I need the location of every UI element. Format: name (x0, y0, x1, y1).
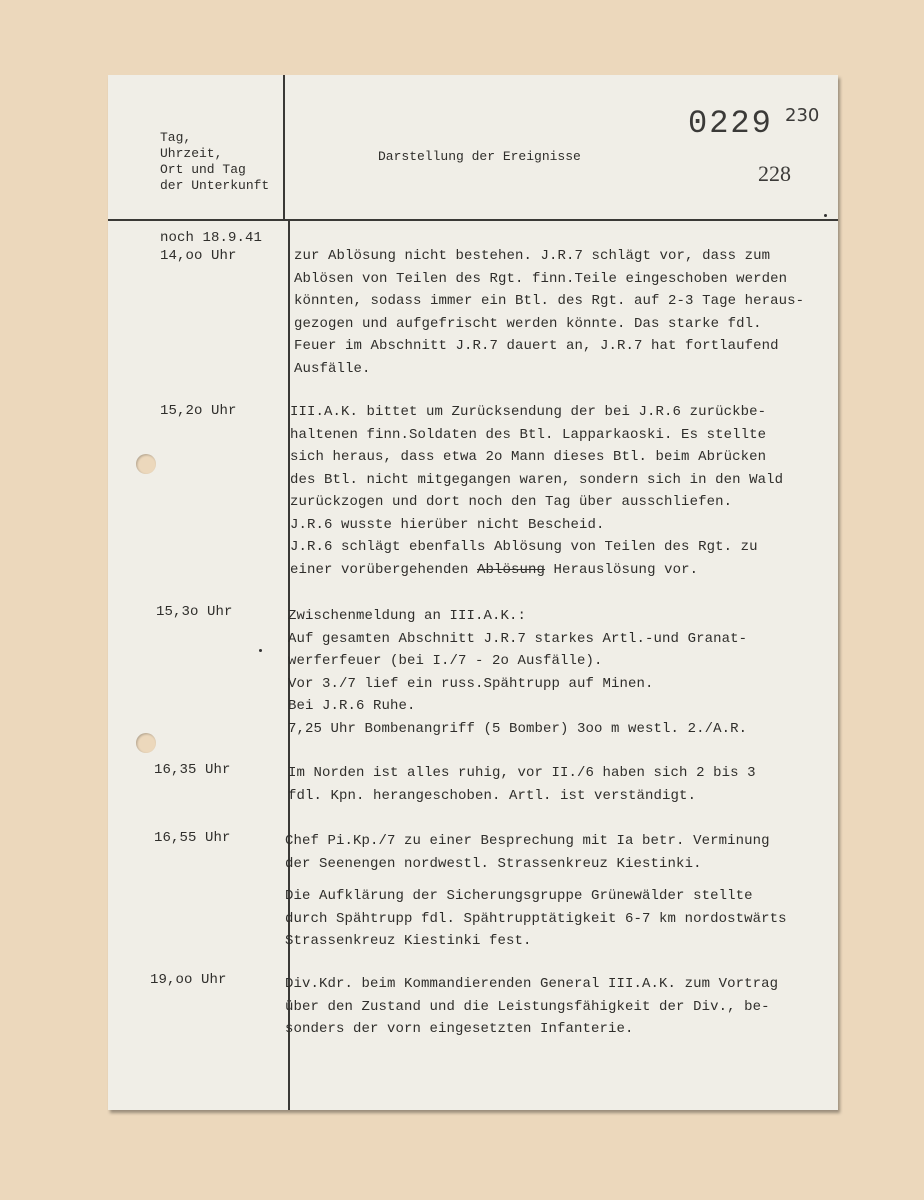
entry-time: 15,3o Uhr (156, 604, 233, 620)
entry-text (294, 245, 804, 380)
text-line: sonders der vorn eingesetzten Infanterie. (285, 1021, 634, 1037)
entry-time: 16,35 Uhr (154, 762, 231, 778)
text-line: durch Spähtrupp fdl. Spähtrupptätigkeit 6-7 km nordostwärts (285, 910, 787, 927)
entry-text-continued (285, 885, 787, 953)
text-line: zur Ablösung nicht bestehen. J.R.7 schlägt vor, dass zum (294, 248, 771, 264)
column-rule-upper (283, 75, 285, 221)
text-line: gezogen und aufgefrischt werden könnte. Das starke fdl. (294, 315, 762, 332)
page-number-stamp: 0229 (688, 105, 773, 142)
text-line: werferfeuer (bei I./7 - 2o Ausfälle). (288, 653, 603, 669)
struck-word: Ablösung (477, 561, 546, 578)
speck (259, 649, 262, 652)
time-line: 14,oo Uhr (160, 248, 237, 264)
text-line: Bei J.R.6 Ruhe. (288, 698, 416, 714)
header-line: Uhrzeit, (160, 146, 223, 161)
text-line: zurückzogen und dort noch den Tag über ausschliefen. (290, 494, 733, 510)
document-page (108, 75, 838, 1110)
text-line: Zwischenmeldung an III.A.K.: (288, 608, 527, 624)
text-line: Feuer im Abschnitt J.R.7 dauert an, J.R.7 hat fortlaufend (294, 338, 779, 354)
text-line: III.A.K. bittet um Zurücksendung der bei J.R.6 zurückbe- (290, 404, 767, 420)
text-line: Die Aufklärung der Sicherungsgruppe Grünewälder stellte (285, 888, 753, 904)
text-line: Ausfälle. (294, 360, 371, 377)
entry-text (285, 830, 770, 875)
text-line: 7,25 Uhr Bombenangriff (5 Bomber) 3oo m westl. 2./A.R. (288, 720, 748, 737)
text-line: einer vorübergehenden (290, 561, 478, 578)
text-line: des Btl. nicht mitgegangen waren, sondern sich in den Wald (290, 471, 784, 488)
text-line: Herauslösung vor. (545, 561, 699, 578)
text-line: über den Zustand und die Leistungsfähigkeit der Div., be- (285, 998, 770, 1015)
text-line: Div.Kdr. beim Kommandierenden General III.A.K. zum Vortrag (285, 976, 779, 992)
entry-text (288, 762, 756, 807)
text-line: sich heraus, dass etwa 2o Mann dieses Btl. beim Abrücken (290, 449, 767, 465)
page-number-small: 230 (785, 105, 820, 126)
text-line: Chef Pi.Kp./7 zu einer Besprechung mit Ia betr. Verminung (285, 833, 770, 849)
time-line: noch 18.9.41 (160, 230, 263, 246)
speck (824, 214, 827, 217)
text-line: könnten, sodass immer ein Btl. des Rgt. auf 2-3 Tage heraus- (294, 293, 805, 309)
text-line: J.R.6 wusste hierüber nicht Bescheid. (290, 516, 605, 533)
entry-time: 16,55 Uhr (154, 830, 231, 846)
text-line: der Seenengen nordwestl. Strassenkreuz Kiestinki. (285, 855, 702, 872)
text-line: Strassenkreuz Kiestinki fest. (285, 933, 532, 949)
text-line: J.R.6 schlägt ebenfalls Ablösung von Teilen des Rgt. zu (290, 539, 758, 555)
header-column-date (160, 130, 269, 194)
header-line: der Unterkunft (160, 178, 270, 193)
entry-text (285, 973, 778, 1041)
header-line: Ort und Tag (160, 162, 246, 177)
entry-text (288, 605, 747, 740)
entry-text (290, 401, 783, 581)
header-rule (108, 219, 838, 221)
entry-time (160, 229, 262, 265)
text-line: fdl. Kpn. herangeschoben. Artl. ist verständigt. (288, 787, 697, 804)
text-line: haltenen finn.Soldaten des Btl. Lapparkaoski. Es stellte (290, 426, 767, 443)
entry-time: 19,oo Uhr (150, 972, 227, 988)
punch-hole-bottom (136, 733, 156, 753)
text-line: Ablösen von Teilen des Rgt. finn.Teile eingeschoben werden (294, 270, 788, 287)
entry-time: 15,2o Uhr (160, 403, 237, 419)
header-line: Tag, (160, 130, 192, 145)
text-line: Vor 3./7 lief ein russ.Spähtrupp auf Minen. (288, 675, 654, 692)
header-column-events: Darstellung der Ereignisse (378, 149, 581, 164)
page-number-lower: 228 (758, 161, 791, 186)
text-line: Auf gesamten Abschnitt J.R.7 starkes Artl.-und Granat- (288, 630, 748, 647)
text-line: Im Norden ist alles ruhig, vor II./6 haben sich 2 bis 3 (288, 765, 756, 781)
punch-hole-top (136, 454, 156, 474)
